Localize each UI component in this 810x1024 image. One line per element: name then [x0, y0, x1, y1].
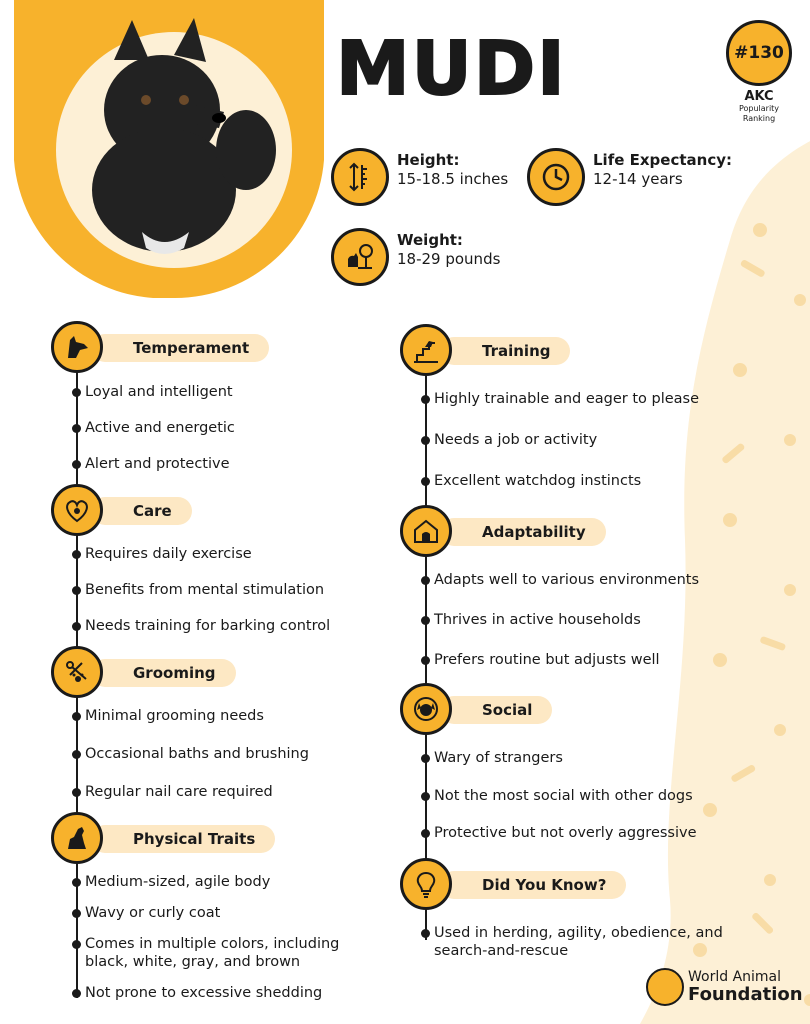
ranking-org: AKC	[744, 89, 774, 104]
section-training	[400, 324, 740, 494]
section-title: Temperament	[91, 334, 269, 362]
dog-portrait-illustration	[14, 0, 324, 298]
list-item: Not the most social with other dogs	[400, 787, 693, 805]
list-item: Excellent watchdog instincts	[400, 472, 641, 490]
logo-line-1: World Animal	[688, 969, 782, 985]
dog-head-icon	[51, 321, 103, 373]
stat-weight	[331, 228, 500, 286]
list-item: Comes in multiple colors, including	[51, 935, 339, 953]
height-value: 15-18.5 inches	[397, 170, 509, 188]
ranking-badge: #130	[726, 20, 792, 86]
section-title: Physical Traits	[91, 825, 275, 853]
life-expectancy-value: 12-14 years	[593, 170, 683, 188]
list-item: Loyal and intelligent	[51, 383, 233, 401]
dog-house-icon	[400, 505, 452, 557]
title-text: MUDI	[336, 26, 567, 112]
section-title: Did You Know?	[440, 871, 626, 899]
brand-logo	[646, 968, 803, 1006]
section-did-you-know	[400, 858, 760, 968]
list-item: Alert and protective	[51, 455, 230, 473]
weight-label: Weight:	[397, 231, 463, 249]
agility-dog-icon	[400, 324, 452, 376]
list-item-continuation: black, white, gray, and brown	[85, 954, 301, 970]
list-item: Occasional baths and brushing	[51, 745, 309, 763]
lightbulb-icon	[400, 858, 452, 910]
section-title: Grooming	[91, 659, 236, 687]
list-item: Highly trainable and eager to please	[400, 390, 699, 408]
list-item: Minimal grooming needs	[51, 707, 264, 725]
section-adaptability	[400, 505, 740, 675]
stat-life-expectancy	[527, 148, 732, 206]
dog-face-icon	[400, 683, 452, 735]
scale-dog-icon	[331, 228, 389, 286]
list-item: Used in herding, agility, obedience, and	[400, 924, 723, 942]
list-item: Protective but not overly aggressive	[400, 824, 697, 842]
list-item: Wavy or curly coat	[51, 904, 220, 922]
clock-icon	[527, 148, 585, 206]
height-label: Height:	[397, 151, 460, 169]
section-grooming	[51, 646, 371, 806]
section-title: Social	[440, 696, 552, 724]
list-item: Active and energetic	[51, 419, 235, 437]
popularity-ranking	[722, 20, 796, 124]
section-title: Adaptability	[440, 518, 606, 546]
list-item: Thrives in active households	[400, 611, 641, 629]
weight-value: 18-29 pounds	[397, 250, 501, 268]
list-item: Adapts well to various environments	[400, 571, 699, 589]
section-care	[51, 484, 371, 644]
stat-height	[331, 148, 508, 206]
page-title	[332, 22, 632, 112]
ranking-caption: Popularity Ranking	[738, 104, 780, 123]
list-item: Requires daily exercise	[51, 545, 252, 563]
list-item: Not prone to excessive shedding	[51, 984, 322, 1002]
list-item: Prefers routine but adjusts well	[400, 651, 660, 669]
section-social	[400, 683, 740, 853]
logo-line-2: Foundation	[688, 984, 803, 1005]
height-ruler-icon	[331, 148, 389, 206]
list-item: Benefits from mental stimulation	[51, 581, 324, 599]
section-physical-traits	[51, 812, 381, 1012]
paw-logo-icon	[646, 968, 684, 1006]
list-item: Medium-sized, agile body	[51, 873, 270, 891]
list-item-continuation: search-and-rescue	[434, 943, 569, 959]
section-title: Care	[91, 497, 192, 525]
list-item: Regular nail care required	[51, 783, 273, 801]
list-item: Wary of strangers	[400, 749, 563, 767]
scissors-paw-icon	[51, 646, 103, 698]
section-title: Training	[440, 337, 570, 365]
section-temperament	[51, 321, 371, 481]
dog-silhouette-icon	[51, 812, 103, 864]
list-item: Needs a job or activity	[400, 431, 597, 449]
heart-paw-icon	[51, 484, 103, 536]
list-item: Needs training for barking control	[51, 617, 330, 635]
life-expectancy-label: Life Expectancy:	[593, 151, 732, 169]
